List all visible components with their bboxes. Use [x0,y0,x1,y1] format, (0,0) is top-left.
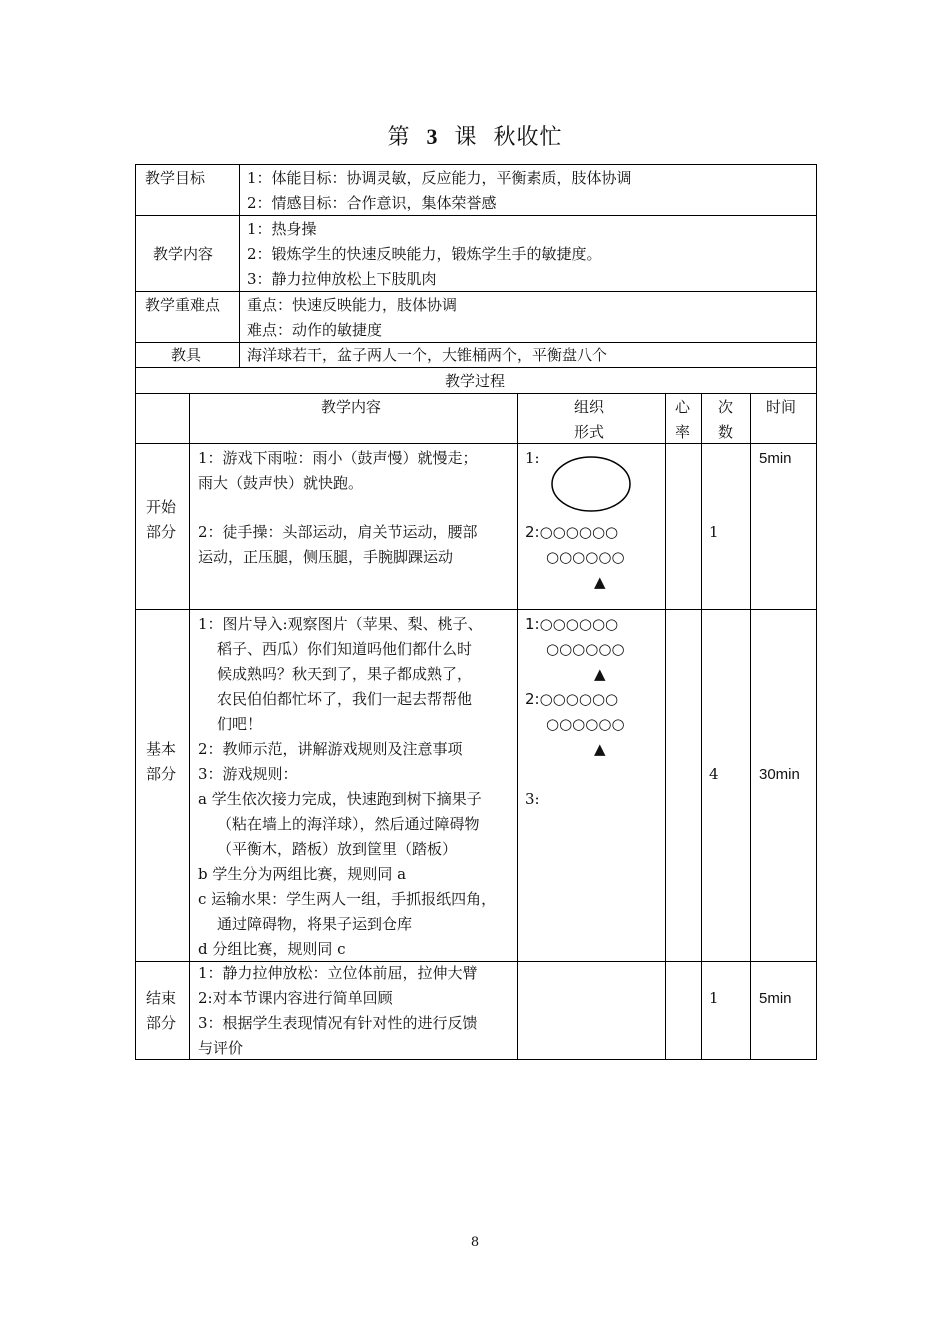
formation-circle-icon [550,455,632,513]
page-number: 8 [470,1235,480,1250]
key-label: 教学重难点 [145,296,221,314]
org-start-row-1: 2:○○○○○○ [525,523,619,541]
content-line-1: 1：热身操 [247,220,317,238]
header-org-1: 组织 [574,398,605,416]
section-end-line: 2:对本节课内容进行简单回顾 [198,989,393,1007]
teacher-triangle-icon: ▲ [594,573,606,591]
section-basic-line: 3：游戏规则： [198,765,298,783]
header-time: 时间 [766,398,797,416]
section-basic-line: 通过障碍物，将果子运到仓库 [217,915,413,933]
section-basic-line: （粘在墙上的海洋球），然后通过障碍物 [217,815,480,833]
section-end-line: 1：静力拉伸放松：立位体前屈，拉伸大臂 [198,964,478,982]
key-line-1: 重点：快速反映能力，肢体协调 [247,296,458,314]
section-basic-line: a 学生依次接力完成，快速跑到树下摘果子 [198,790,482,808]
section-start-line: 雨大（鼓声快）就快跑。 [198,474,364,492]
process-label: 教学过程 [444,372,505,390]
section-basic-duration: 30min [759,766,800,783]
section-end-line: 与评价 [198,1039,244,1057]
section-end-line: 3：根据学生表现情况有针对性的进行反馈 [198,1014,478,1032]
org-start-1: 1: [525,449,540,467]
section-end-duration: 5min [759,990,792,1007]
tools-label: 教具 [171,346,202,364]
content-line-3: 3：静力拉伸放松上下肢肌肉 [247,270,437,288]
goal-label: 教学目标 [145,169,206,187]
org-start-row-2: ○○○○○○ [546,548,625,566]
org-basic-3: 3: [525,790,540,808]
content-line-2: 2：锻炼学生的快速反映能力，锻炼学生手的敏捷度。 [247,245,602,263]
section-start-times: 1 [709,523,719,541]
section-end-label-2: 部分 [146,1014,177,1032]
section-start-line: 运动，正压腿，侧压腿，手腕脚踝运动 [198,548,454,566]
section-basic-line: 1：图片导入:观察图片（苹果、梨、桃子、 [198,615,483,633]
section-start-label-2: 部分 [146,523,177,541]
goal-line-2: 2：情感目标：合作意识，集体荣誉感 [247,194,497,212]
org-basic-row-4: ○○○○○○ [546,715,625,733]
section-basic-line: （平衡木，踏板）放到筐里（踏板） [217,840,458,858]
header-heart-1: 心 [675,398,691,416]
tools-text: 海洋球若干，盆子两人一个，大锥桶两个，平衡盘八个 [247,346,608,364]
header-times-2: 数 [718,423,734,441]
teacher-triangle-icon: ▲ [594,740,606,758]
header-heart-2: 率 [675,423,691,441]
org-basic-row-2: ○○○○○○ [546,640,625,658]
org-basic-row-3: 2:○○○○○○ [525,690,619,708]
section-basic-times: 4 [709,765,719,783]
section-basic-line: 农民伯伯都忙坏了，我们一起去帮帮他 [217,690,473,708]
org-basic-row-1: 1:○○○○○○ [525,615,619,633]
header-content: 教学内容 [321,398,382,416]
section-basic-label-1: 基本 [146,740,177,758]
content-label: 教学内容 [153,245,214,263]
section-basic-line: 2：教师示范，讲解游戏规则及注意事项 [198,740,463,758]
goal-line-1: 1：体能目标：协调灵敏，反应能力，平衡素质，肢体协调 [247,169,632,187]
section-basic-label-2: 部分 [146,765,177,783]
section-basic-line: 稻子、西瓜）你们知道吗他们都什么时 [217,640,473,658]
section-basic-line: d 分组比赛，规则同 c [198,940,346,958]
section-start-duration: 5min [759,450,792,467]
page-title: 第 3 课 秋收忙 [387,124,563,150]
section-basic-line: 们吧！ [217,715,263,733]
section-start-line: 2：徒手操：头部运动，肩关节运动，腰部 [198,523,478,541]
section-basic-line: c 运输水果：学生两人一组，手抓报纸四角， [198,890,497,908]
section-start-line: 1：游戏下雨啦：雨小（鼓声慢）就慢走； [198,449,478,467]
header-times-1: 次 [718,398,734,416]
key-line-2: 难点：动作的敏捷度 [247,321,383,339]
section-end-label-1: 结束 [146,989,177,1007]
section-start-label-1: 开始 [146,498,177,516]
header-org-2: 形式 [574,423,605,441]
teacher-triangle-icon: ▲ [594,665,606,683]
section-basic-line: 候成熟吗？秋天到了，果子都成熟了， [217,665,473,683]
section-end-times: 1 [709,989,719,1007]
section-basic-line: b 学生分为两组比赛，规则同 a [198,865,407,883]
